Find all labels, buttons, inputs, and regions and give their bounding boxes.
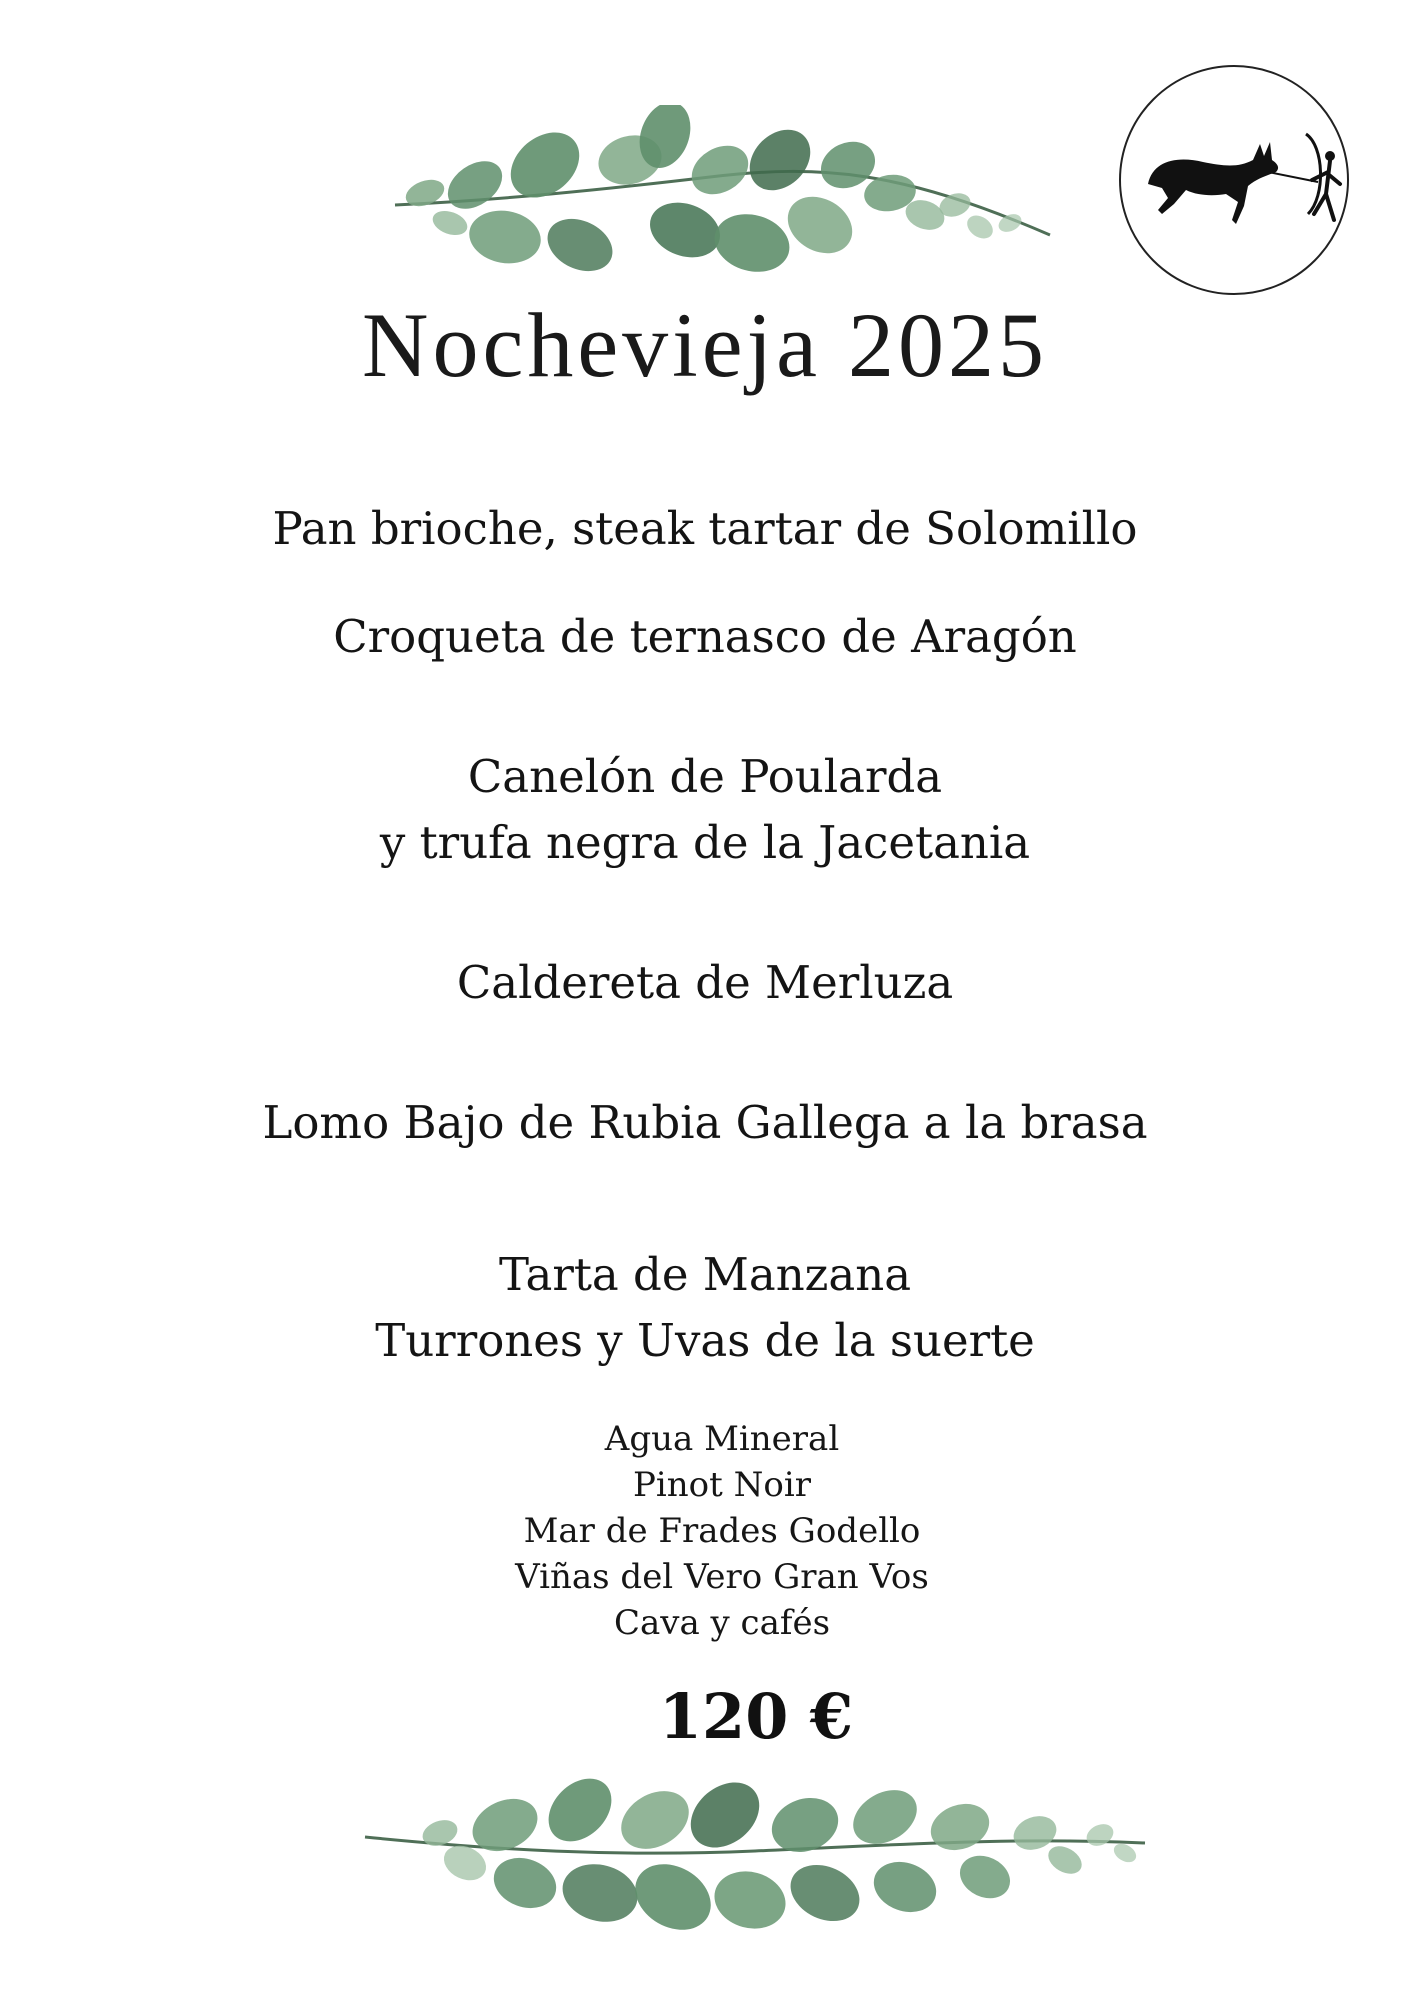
drinks-list [442,1416,1002,1646]
dish-5 [0,1090,1410,1156]
drink-item: Viñas del Vero Gran Vos [515,1557,929,1597]
dish-3-line-2: y trufa negra de la Jacetania [379,816,1031,869]
menu-title: Nochevieja 2025 [362,294,1048,396]
dish-4 [0,950,1410,1016]
drink-item: Mar de Frades Godello [523,1511,921,1551]
eucalyptus-garland-bottom [355,1765,1155,1940]
menu-price: 120 € [658,1680,854,1753]
dish-3-line-1: Canelón de Poularda [467,750,943,803]
drink-item: Cava y cafés [613,1603,831,1643]
dish-6 [0,1242,1410,1374]
dish-1-line-1: Pan brioche, steak tartar de Solomillo [272,502,1138,555]
eucalyptus-garland-top [380,105,1060,295]
dish-5-line-1: Lomo Bajo de Rubia Gallega a la brasa [262,1096,1148,1149]
restaurant-logo [1118,64,1350,296]
dish-2-line-1: Croqueta de ternasco de Aragón [333,610,1077,663]
drink-item: Pinot Noir [633,1465,811,1505]
dish-1 [0,496,1410,562]
drink-item: Agua Mineral [604,1419,840,1459]
dish-6-line-2: Turrones y Uvas de la suerte [375,1314,1035,1367]
dish-3 [0,744,1410,876]
dish-6-line-1: Tarta de Manzana [498,1248,912,1301]
dish-2 [0,604,1410,670]
dish-4-line-1: Caldereta de Merluza [456,956,954,1009]
